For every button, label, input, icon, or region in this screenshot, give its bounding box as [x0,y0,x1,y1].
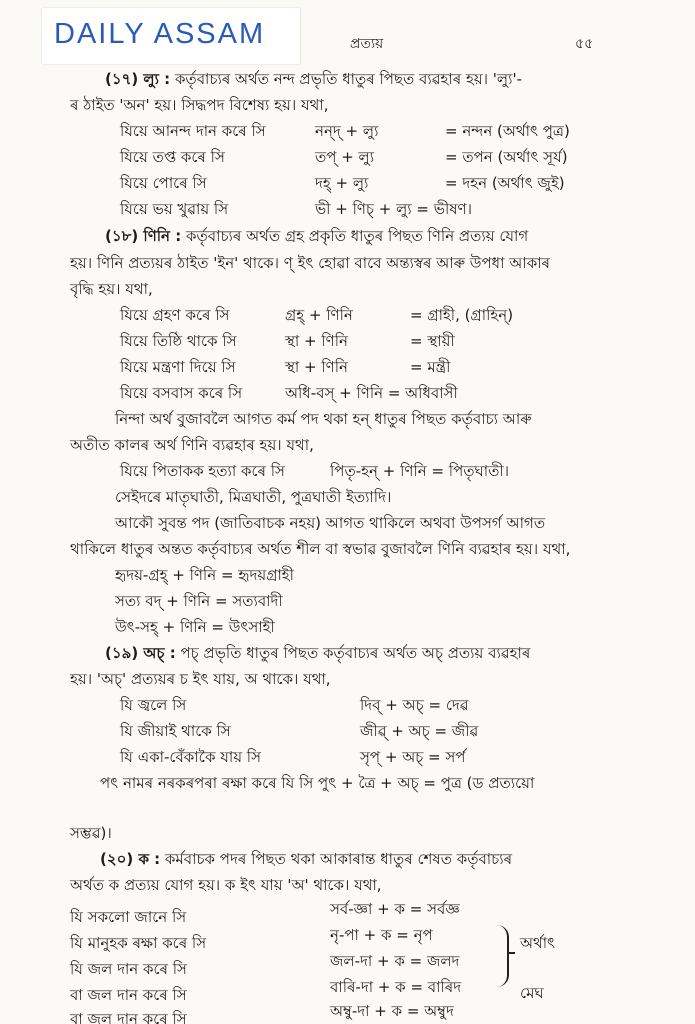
text-line: যিয়ে আনন্দ দান কৰে সি [120,122,266,140]
text-line: অৰ্থাৎ [520,934,556,952]
chapter-title: প্ৰত্যয় [350,36,384,52]
text-line: অৰ্থত ক প্ৰত্যয় যোগ হয়। ক ইৎ যায় 'অ' থাকে। যথা, [70,876,382,894]
text-line: পৎ নামৰ নৰকৰপৰা ৰক্ষা কৰে যি সি পুৎ + ত্ৰৈ + অচ্‌ = পুত্ৰ (ড প্ৰত্যয়ো [100,774,535,792]
text-line: জীৱ্‌ + অচ্‌ = জীৱ [360,722,479,740]
text-line: ৰ ঠাইত 'অন' হয়। সিদ্ধপদ বিশেষ্য হয়। যথা, [70,96,329,114]
text-line: স্থা + ণিনি [285,358,348,376]
text-line: জল-দা + ক = জলদ [330,952,460,970]
text-line: যিয়ে গ্ৰহণ কৰে সি [120,306,230,324]
rule-heading: (১৮) ণিনি : [105,227,182,245]
text-line: অতীত কালৰ অৰ্থ ণিনি ব্যৱহাৰ হয়। যথা, [70,436,314,454]
text-line: বাৰি-দা + ক = বাৰিদ [330,978,462,996]
text-line: যি জ্বলে সি [120,696,187,714]
page-number: ৫৫ [575,36,594,52]
rule-heading: (২০) ক : [100,850,161,868]
text-line: যিয়ে তিষ্ঠি থাকে সি [120,332,237,350]
text-line: দিব্‌ + অচ্‌ = দেৱ [360,696,469,714]
text-line: যিয়ে বসবাস কৰে সি [120,384,243,402]
text-line: (১৭) ল্যু : কৰ্তৃবাচ্যৰ অৰ্থত নন্দ প্ৰভৃতি ধাতুৰ পিছত ব্যৱহাৰ হয়। 'ল্যু'- [105,70,522,88]
text-line: স্থা + ণিনি [285,332,348,350]
text-line: দহ্‌ + ল্যু [315,174,369,192]
text-line: সৰ্ব-জ্ঞা + ক = সৰ্বজ্ঞ [330,900,460,918]
text-line: (১৮) ণিনি : কৰ্তৃবাচ্যৰ অৰ্থত গ্ৰহ প্ৰকৃতি ধাতুৰ পিছত ণিনি প্ৰত্যয় যোগ [105,227,529,245]
text-line: যিয়ে পোৰে সি [120,174,207,192]
text-line: যি জীয়াই থাকে সি [120,722,231,740]
text-line: যি সকলো জানে সি [70,908,187,926]
text-line: বা জল দান কৰে সি [70,1010,187,1024]
text-line: অধি-বস্‌ + ণিনি = অধিবাসী [285,384,458,402]
text-line: বৃদ্ধি হয়। যথা, [70,280,153,298]
text-line: সত্য বদ্‌ + ণিনি = সত্যবাদী [115,592,283,610]
text-line: ভী + ণিচ্‌ + ল্যু = ভীষণ। [315,200,472,218]
text-line: যিয়ে তপ্ত কৰে সি [120,148,225,166]
text-line: যি একা-বেঁকাকৈ যায় সি [120,748,262,766]
text-line: = মন্ত্ৰী [410,358,451,376]
text-line: অম্বু-দা + ক = অম্বুদ [330,1002,454,1020]
text-line: = তপন (অৰ্থাৎ সূৰ্য) [445,148,568,166]
watermark-stamp [42,8,300,64]
text-line: নিন্দা অৰ্থ বুজাবলৈ আগত কৰ্ম পদ থকা হন্‌ ধাতুৰ পিছত কৰ্তৃবাচ্য আৰু [115,410,532,428]
text-line: পিতৃ-হন্‌ + ণিনি = পিতৃঘাতী। [330,462,510,480]
text-line: হয়। 'অচ্‌' প্ৰত্যয়ৰ চ ইৎ যায়, অ থাকে। যথা, [70,670,331,688]
rule-heading: (১৯) অচ্‌ : [105,644,176,662]
text-line: নৃ-পা + ক = নৃপ [330,926,433,944]
text-line: সম্ভৱ)। [70,824,112,842]
text-line: হয়। ণিনি প্ৰত্যয়ৰ ঠাইত 'ইন' থাকে। ণ্‌ ইৎ হোৱা বাবে অন্ত্যস্বৰ আৰু উপধা আকাৰ [70,254,550,272]
text-line: উৎ-সহ্‌ + ণিনি = উৎসাহী [115,618,275,636]
rule-heading: (১৭) ল্যু : [105,70,171,88]
stamp-text: DAILY ASSAM [54,18,266,50]
text-line: সেইদৰে মাতৃঘাতী, মিত্ৰঘাতী, পুত্ৰঘাতী ইত্যাদি। [115,488,392,506]
text-line: = গ্ৰাহী, (গ্ৰাহিন্‌) [410,306,514,324]
text-line: (২০) ক : কৰ্মবাচক পদৰ পিছত থকা আকাৰান্ত ধাতুৰ শেষত কৰ্তৃবাচ্যৰ [100,850,513,868]
text-line: যিয়ে মন্ত্ৰণা দিয়ে সি [120,358,236,376]
text-line: তপ্‌ + ল্যু [315,148,375,166]
text-line: যি জল দান কৰে সি [70,960,187,978]
text-line: = নন্দন (অৰ্থাৎ পুত্ৰ) [445,122,570,140]
text-line: (১৯) অচ্‌ : পচ্‌ প্ৰভৃতি ধাতুৰ পিছত কৰ্তৃবাচ্যৰ অৰ্থত অচ্‌ প্ৰত্যয় ব্যৱহাৰ [105,644,531,662]
text-line: হৃদয়-গ্ৰহ্‌ + ণিনি = হৃদয়গ্ৰাহী [115,566,294,584]
text-line: যি মানুহক ৰক্ষা কৰে সি [70,934,207,952]
brace-mark [495,925,509,987]
text-line: = স্থায়ী [410,332,455,350]
text-line: সৃপ্‌ + অচ্‌ = সৰ্প [360,748,466,766]
text-line: থাকিলে ধাতুৰ অন্তত কৰ্তৃবাচ্যৰ অৰ্থত শীল বা স্বভাৱ বুজাবলৈ ণিনি ব্যৱহাৰ হয়। যথা, [70,540,571,558]
text-line: নন্দ্‌ + ল্যু [315,122,379,140]
text-line: যিয়ে ভয় খুৱায় সি [120,200,229,218]
text-line: মেঘ [520,984,544,1002]
text-line: গ্ৰহ্‌ + ণিনি [285,306,353,324]
text-line: আকৌ সুবন্ত পদ (জাতিবাচক নহয়) আগত থাকিলে অথবা উপসৰ্গ আগত [115,514,546,532]
text-line: = দহন (অৰ্থাৎ জুই) [445,174,565,192]
text-line: যিয়ে পিতাকক হত্যা কৰে সি [120,462,285,480]
text-line: বা জল দান কৰে সি [70,986,187,1004]
